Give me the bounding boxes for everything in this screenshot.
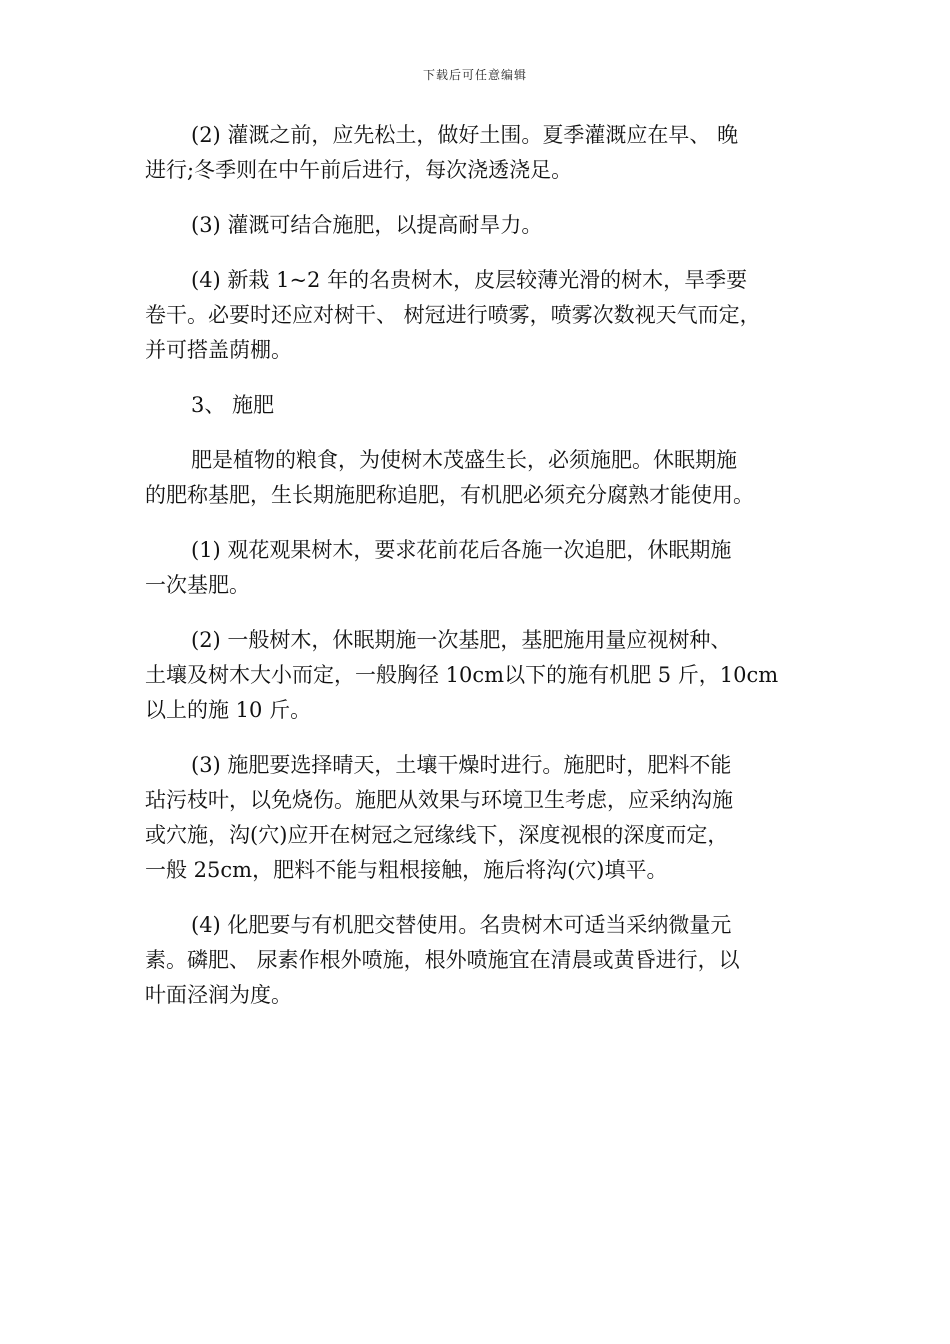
text-line: (2) 一般树木，休眠期施一次基肥，基肥施用量应视树种、: [191, 628, 732, 652]
document-body: [145, 118, 815, 1033]
text-line: (3) 灌溉可结合施肥，以提高耐旱力。: [191, 213, 543, 237]
text-line: 肥是植物的粮食，为使树木茂盛生长，必须施肥。休眠期施: [191, 448, 737, 472]
text-line: 素。磷肥、 尿素作根外喷施，根外喷施宜在清晨或黄昏进行，以: [145, 948, 740, 972]
text-line: 的肥称基肥，生长期施肥称追肥，有机肥必须充分腐熟才能使用。: [145, 483, 754, 507]
text-line: (4) 化肥要与有机肥交替使用。名贵树木可适当采纳微量元: [191, 913, 732, 937]
paragraph-irrigation-4: [145, 263, 815, 368]
paragraph-irrigation-3: [145, 208, 815, 243]
text-line: 并可搭盖荫棚。: [145, 338, 292, 362]
text-line: (1) 观花观果树木，要求花前花后各施一次追肥，休眠期施: [191, 538, 732, 562]
section-heading-fertilizing: [145, 388, 815, 423]
paragraph-fertilizer-2: [145, 623, 815, 728]
text-line: 土壤及树木大小而定，一般胸径 10cm以下的施有机肥 5 斤，10cm: [145, 663, 779, 687]
text-line: (3) 施肥要选择晴天，土壤干燥时进行。施肥时，肥料不能: [191, 753, 732, 777]
text-line: 一次基肥。: [145, 573, 250, 597]
text-line: 叶面泾润为度。: [145, 983, 292, 1007]
paragraph-irrigation-2: [145, 118, 815, 188]
paragraph-fertilizer-4: [145, 908, 815, 1013]
paragraph-fertilizer-3: [145, 748, 815, 888]
text-line: 一般 25cm，肥料不能与粗根接触，施后将沟(穴)填平。: [145, 858, 668, 882]
text-line: 以上的施 10 斤。: [145, 698, 312, 722]
paragraph-fertilizer-intro: [145, 443, 815, 513]
text-line: (2) 灌溉之前，应先松土，做好土围。夏季灌溉应在早、 晚: [191, 123, 739, 147]
paragraph-fertilizer-1: [145, 533, 815, 603]
text-line: 玷污枝叶，以免烧伤。施肥从效果与环境卫生考虑，应采纳沟施: [145, 788, 733, 812]
text-line: (4) 新栽 1~2 年的名贵树木，皮层较薄光滑的树木，旱季要: [191, 268, 748, 292]
text-line: 或穴施，沟(穴)应开在树冠之冠缘线下，深度视根的深度而定，: [145, 823, 729, 847]
text-line: 进行;冬季则在中午前后进行，每次浇透浇足。: [145, 158, 573, 182]
section-title: 3、 施肥: [191, 393, 275, 417]
page-header: 下载后可任意编辑: [422, 68, 527, 82]
text-line: 卷干。必要时还应对树干、 树冠进行喷雾，喷雾次数视天气而定，: [145, 303, 761, 327]
